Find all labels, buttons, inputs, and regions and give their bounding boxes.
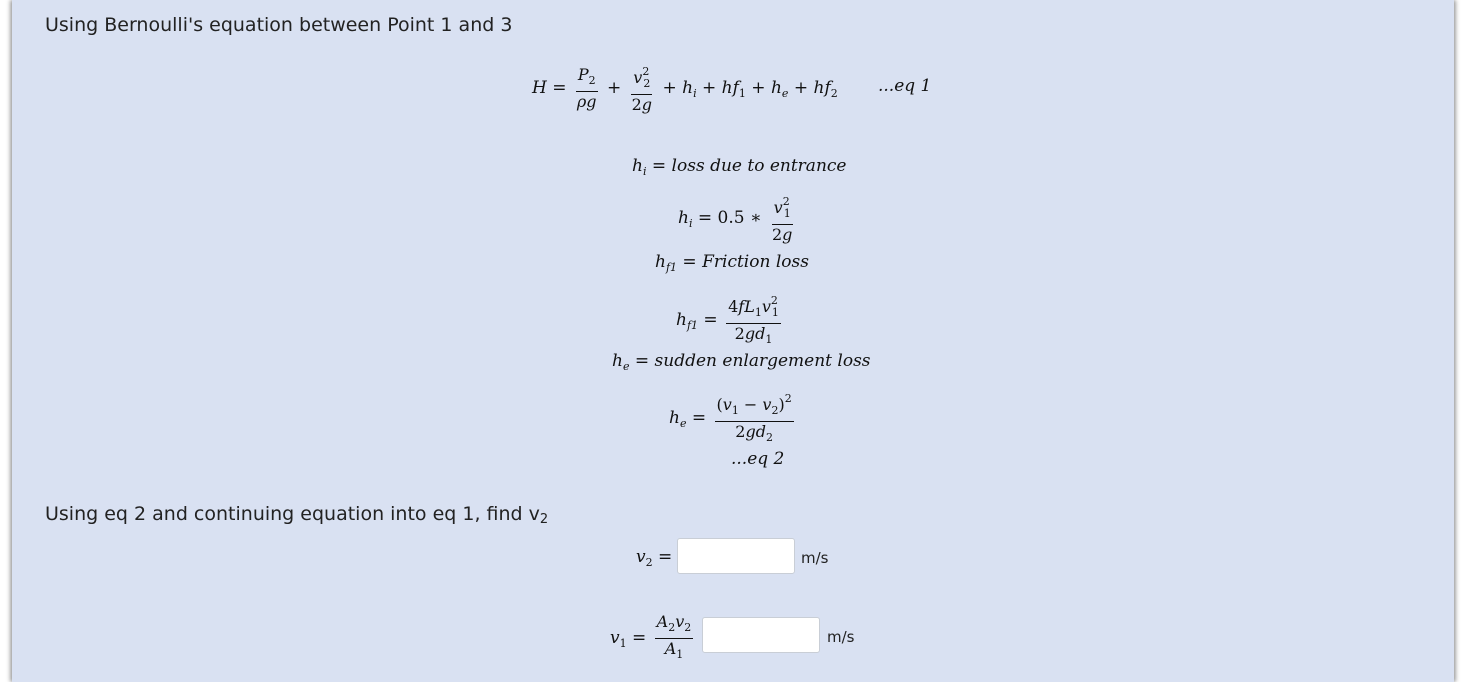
hf1-definition-text: Friction loss: [702, 252, 809, 272]
eq2-label: ...eq 2: [731, 449, 785, 469]
v1-input[interactable]: [702, 617, 820, 653]
v2-label: $v_2$ =: [636, 547, 673, 569]
v1-unit: m/s: [827, 628, 855, 646]
v1-formula: $v_1$ = $\frac{A_2v_2}{A_1}$: [610, 612, 692, 661]
v2-unit: m/s: [801, 549, 829, 567]
content-panel: [12, 0, 1454, 682]
eq1-label: ...eq 1: [878, 76, 932, 96]
section-heading-bernoulli: Using Bernoulli's equation between Point 1 and 3: [45, 14, 513, 36]
section-heading-find-v2: [45, 503, 548, 527]
bernoulli-equation: H = $\frac{P_2}{\rho g}$ + $\frac{v^2_2}{2g}$ + $h_i + hf_1 + h_e + hf_2$: [532, 62, 838, 115]
hi-formula: $h_i = 0.5$ ∗ $\frac{v^2_1}{2g}$: [678, 192, 797, 245]
hi-coefficient: 0.5: [717, 208, 745, 228]
section-heading-subscript: 2: [539, 512, 549, 527]
he-definition-text: sudden enlargement loss: [654, 351, 871, 371]
he-definition: $h_e$ = sudden enlargement loss: [612, 351, 871, 373]
hf1-definition: $h_{f1}$ = Friction loss: [655, 252, 809, 274]
section-heading-text: Using eq 2 and continuing equation into eq 1, find v: [45, 503, 540, 525]
he-formula: $h_e$ = $\frac{(v_1 - v_2)^2}{2gd_2}$: [669, 389, 797, 448]
hf1-formula: $h_{f1}$ = $\frac{4fL_1v^2_1}{2gd_1}$: [676, 291, 784, 350]
hi-definition-text: loss due to entrance: [671, 156, 847, 176]
v2-input[interactable]: [677, 538, 795, 574]
hi-definition: $h_i$ = loss due to entrance: [632, 156, 847, 178]
